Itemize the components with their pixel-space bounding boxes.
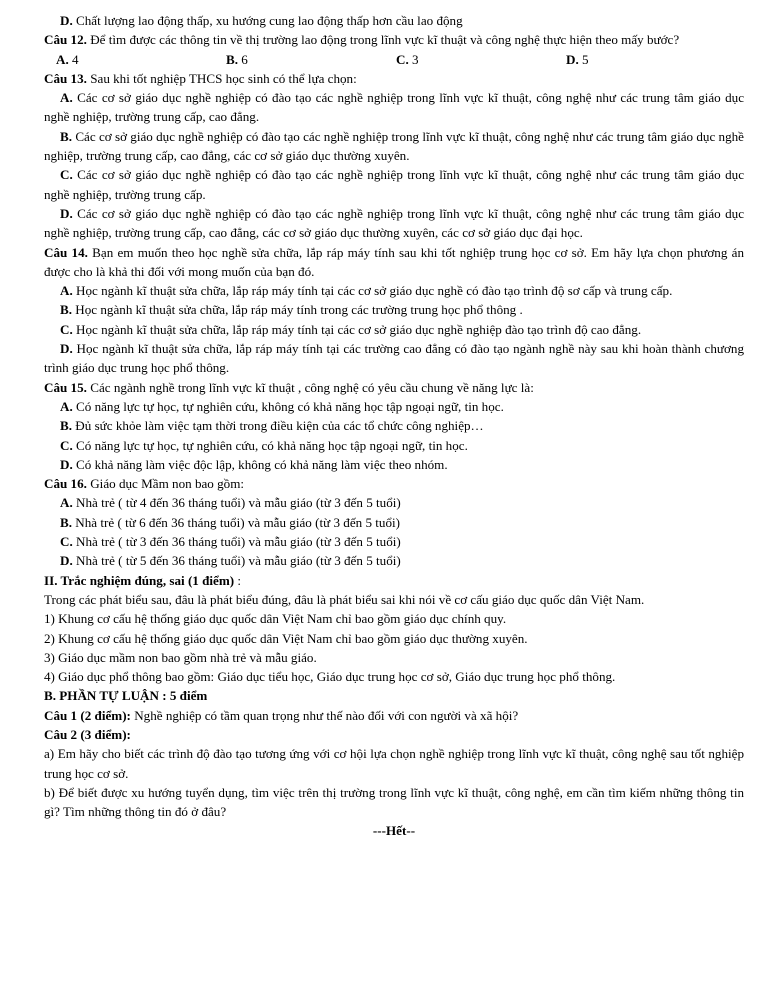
section-b-heading: B. PHẦN TỰ LUẬN : 5 điểm [44,688,208,704]
option-a: A. Có năng lực tự học, tự nghiên cứu, không có khả năng học tập ngoại ngữ, tin học. [60,398,504,414]
option-b: B. Học ngành kĩ thuật sửa chữa, lắp ráp máy tính trong các trường trung học phổ thông . [60,302,523,318]
question-15: Câu 15. Các ngành nghề trong lĩnh vực kĩ thuật , công nghệ có yêu cầu chung về năng lực là: [44,379,534,395]
statement-3: 3) Giáo dục mầm non bao gồm nhà trẻ và mẫu giáo. [44,649,317,665]
section-2-heading: II. Trắc nghiệm đúng, sai (1 điểm) : [44,572,242,588]
question-14: Câu 14. Bạn em muốn theo học nghề sửa chữa, lắp ráp máy tính sau khi tốt nghiệp trung học cơ sở. Em hãy lựa chọn phương án được cho là khả thi đối với mong muốn của bạn đó. [44,244,744,279]
option-d: D. Học ngành kĩ thuật sửa chữa, lắp ráp máy tính tại các trường cao đẳng có đào tạo ngành nghề này sau khi hoàn thành chương trình giáo dục trung học phổ thông. [44,341,744,376]
essay-question-2-label: Câu 2 (3 điểm): [44,726,131,742]
statement-1: 1) Khung cơ cấu hệ thống giáo dục quốc dân Việt Nam chỉ bao gồm giáo dục chính quy. [44,611,507,627]
option-b: B. Các cơ sở giáo dục nghề nghiệp có đào tạo các nghề nghiệp trong lĩnh vực kĩ thuật, công nghệ như các trung tâm giáo dục nghề nghiệp, trường trung cấp, cao đẳng, các cơ sở giáo dục thường xuyên. [44,128,744,164]
question-16: Câu 16. Giáo dục Mầm non bao gồm: [44,476,245,492]
option-d: D. 5 [566,51,589,67]
essay-question-2b: b) Để biết được xu hướng tuyển dụng, tìm việc trên thị trường trong lĩnh vực kĩ thuật, công nghệ, em cần tìm kiếm những thông tin gì? Tìm những thông tin đó ở đâu? [44,784,744,820]
option-b: B. Nhà trẻ ( từ 6 đến 36 tháng tuổi) và mẫu giáo (từ 3 đến 5 tuổi) [60,514,401,530]
question-12-options [44,50,744,69]
option-a: A. 4 [56,51,79,67]
option-a: A. Các cơ sở giáo dục nghề nghiệp có đào tạo các nghề nghiệp trong lĩnh vực kĩ thuật, công nghệ như các trung tâm giáo dục nghề nghiệp, trường trung cấp, cao đẳng. [44,90,745,125]
option-d: D. Nhà trẻ ( từ 5 đến 36 tháng tuổi) và mẫu giáo (từ 3 đến 5 tuổi) [60,553,401,569]
essay-question-2a: a) Em hãy cho biết các trình độ đào tạo tương ứng với cơ hội lựa chọn nghề nghiệp trong lĩnh vực kĩ thuật, công nghệ sau tốt nghiệp trung học cơ sở. [44,746,744,781]
option-a: A. Nhà trẻ ( từ 4 đến 36 tháng tuổi) và mẫu giáo (từ 3 đến 5 tuổi) [60,495,401,511]
option-c: C. Các cơ sở giáo dục nghề nghiệp có đào tạo các nghề nghiệp trong lĩnh vực kĩ thuật, công nghệ như các trung tâm giáo dục nghề nghiệp, trường trung cấp. [44,167,745,202]
option-c: C. Nhà trẻ ( từ 3 đến 36 tháng tuổi) và mẫu giáo (từ 3 đến 5 tuổi) [60,534,401,550]
option-c: C. 3 [396,51,419,67]
option-b: B. 6 [226,51,248,67]
option-d: D. Có khả năng làm việc độc lập, không có khả năng làm việc theo nhóm. [60,456,448,472]
option-c: C. Có năng lực tự học, tự nghiên cứu, có khả năng học tập ngoại ngữ, tin học. [60,437,468,453]
question-13: Câu 13. Sau khi tốt nghiệp THCS học sinh có thể lựa chọn: [44,70,357,86]
question-12: Câu 12. Để tìm được các thông tin về thị trường lao động trong lĩnh vực kĩ thuật và công nghệ thực hiện theo mấy bước? [44,32,680,48]
section-2-intro: Trong các phát biểu sau, đâu là phát biểu đúng, đâu là phát biểu sai khi nói về cơ cấu giáo dục quốc dân Việt Nam. [44,591,645,607]
option-c: C. Học ngành kĩ thuật sửa chữa, lắp ráp máy tính tại các cơ sở giáo dục nghề nghiệp đào tạo trình độ cao đẳng. [60,321,642,337]
option-b: B. Đủ sức khỏe làm việc tạm thời trong điều kiện của các tổ chức công nghiệp… [60,418,484,434]
statement-2: 2) Khung cơ cấu hệ thống giáo dục quốc dân Việt Nam chỉ bao gồm giáo dục thường xuyên. [44,630,528,646]
statement-4: 4) Giáo dục phổ thông bao gồm: Giáo dục tiểu học, Giáo dục trung học cơ sở, Giáo dục trung học phổ thông. [44,669,616,685]
option-a: A. Học ngành kĩ thuật sửa chữa, lắp ráp máy tính tại các cơ sở giáo dục nghề có đào tạo trình độ sơ cấp và trung cấp. [60,283,673,299]
end-mark: ---Hết-- [372,823,416,839]
essay-question-1: Câu 1 (2 điểm): Nghề nghiệp có tầm quan trọng như thế nào đối với con người và xã hội? [44,707,519,723]
option-d-q11: D. Chất lượng lao động thấp, xu hướng cung lao động thấp hơn cầu lao động [60,13,463,28]
option-d: D. Các cơ sở giáo dục nghề nghiệp có đào tạo các nghề nghiệp trong lĩnh vực kĩ thuật, công nghệ như các trung tâm giáo dục nghề nghiệp, trường trung cấp, cao đẳng, các cơ sở giáo dục thường xuyên, các cơ sở giáo dục đại học. [44,205,745,241]
